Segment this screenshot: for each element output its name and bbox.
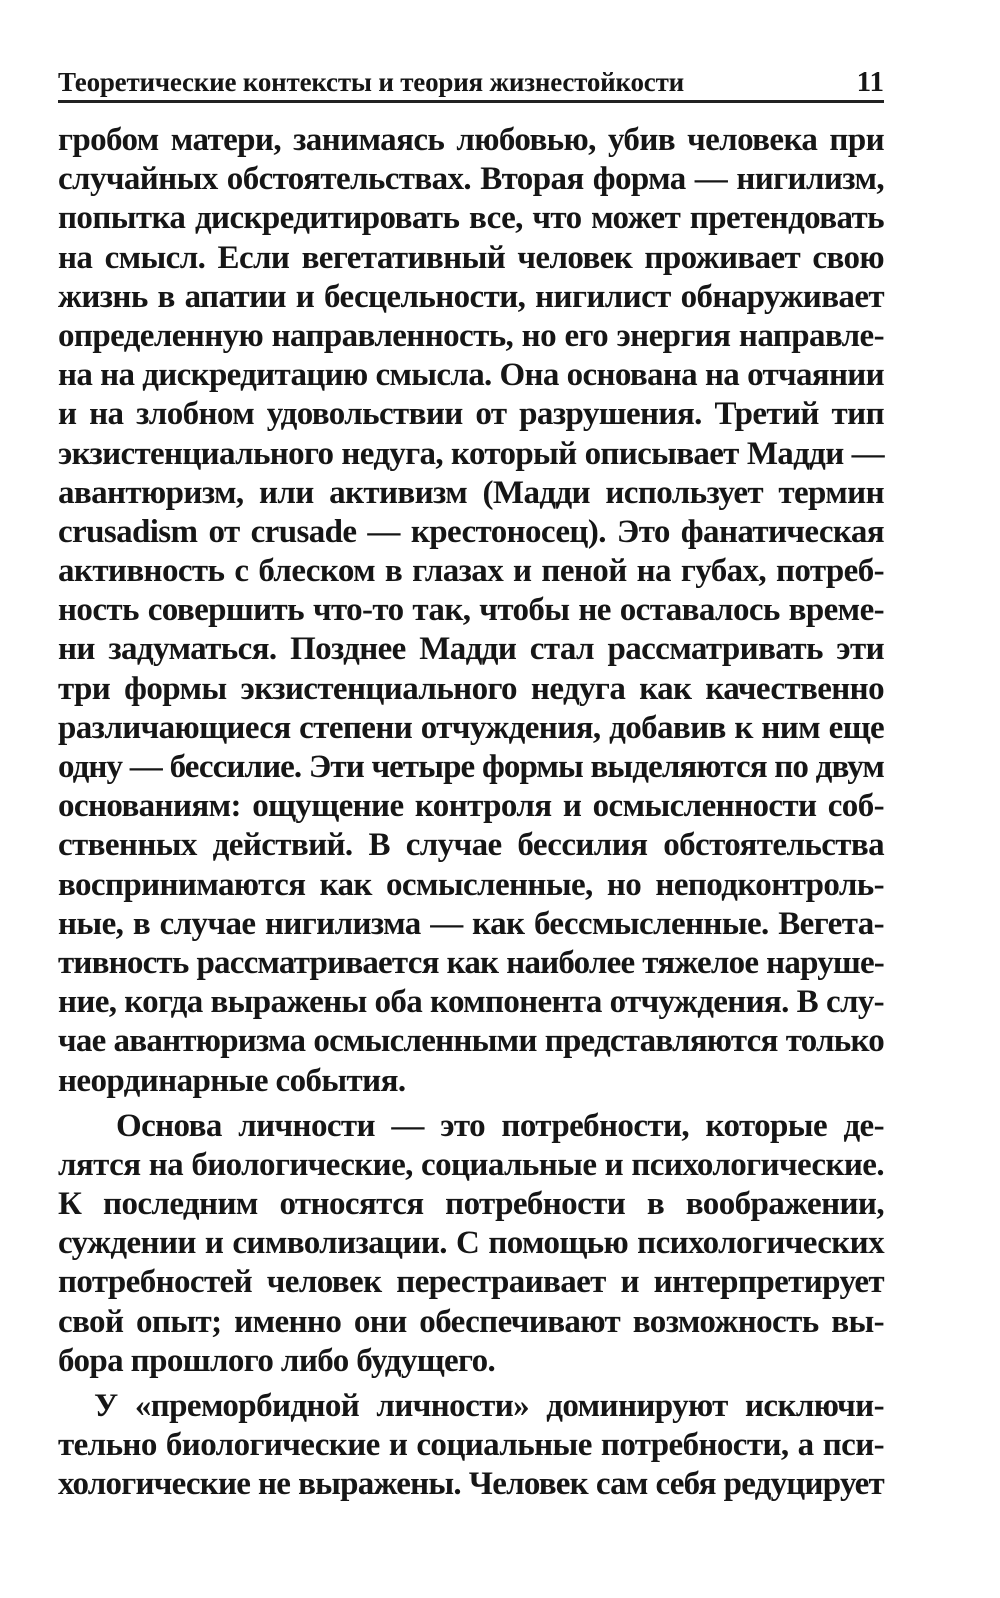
text-line: три формы экзистенциального недуга как качественно (58, 670, 884, 707)
paragraph-3 (58, 1387, 884, 1505)
text-line: ность совершить что-то так, чтобы не оставалось време- (58, 592, 884, 629)
text-line: потребностей человек перестраивает и интерпретирует (58, 1264, 884, 1301)
text-line: жизнь в апатии и бесцельности, нигилист обнаруживает (58, 278, 884, 315)
text-line: свой опыт; именно они обеспечивают возможность вы- (58, 1303, 884, 1340)
text-line: и на злобном удовольствии от разрушения. Третий тип (58, 396, 884, 433)
body-text (58, 121, 884, 1505)
text-line: crusadism от crusade — крестоносец). Это фанатическая (58, 513, 884, 550)
text-line: бора прошлого либо будущего. (58, 1342, 496, 1379)
text-line: попытка дискредитировать все, что может претендовать (58, 200, 884, 237)
running-title: Теоретические контексты и теория жизнестойкости (58, 67, 685, 97)
text-line: гробом матери, занимаясь любовью, убив человека при (58, 122, 884, 158)
text-line: чае авантюризма осмысленными представляются только (58, 1023, 884, 1060)
text-line: ные, в случае нигилизма — как бессмысленные. Вегета- (58, 905, 884, 942)
text-line: тельно биологические и социальные потребности, а пси- (58, 1427, 884, 1464)
text-line: на на дискредитацию смысла. Она основана на отчаянии (58, 357, 884, 394)
text-line: У «преморбидной личности» доминируют исключи- (94, 1388, 884, 1424)
text-line: воспринимаются как осмысленные, но неподконтроль- (58, 866, 884, 903)
text-line: на смысл. Если вегетативный человек проживает свою (58, 239, 884, 276)
text-line: различающиеся степени отчуждения, добавив к ним еще (58, 709, 884, 746)
text-line: хологические не выражены. Человек сам себя редуцирует (58, 1466, 884, 1503)
text-line: суждении и символизации. С помощью психологических (58, 1225, 884, 1262)
text-line: неординарные события. (58, 1062, 406, 1099)
text-line: Основа личности — это потребности, которые де- (116, 1107, 884, 1144)
text-line: основаниям: ощущение контроля и осмысленности соб- (58, 788, 884, 825)
text-line: активность с блеском в глазах и пеной на губах, потреб- (58, 553, 884, 590)
text-line: ние, когда выражены оба компонента отчуждения. В слу- (58, 984, 884, 1021)
text-line: определенную направленность, но его энергия направле- (58, 317, 884, 354)
text-line: одну — бессилие. Эти четыре формы выделяются по двум (58, 749, 884, 785)
text-line: ни задуматься. Позднее Мадди стал рассматривать эти (58, 631, 884, 668)
text-line: ственных действий. В случае бессилия обстоятельства (58, 827, 884, 864)
text-line: случайных обстоятельствах. Вторая форма — нигилизм, (58, 161, 884, 198)
text-line: экзистенциального недуга, который описывает Мадди — (58, 435, 884, 472)
paragraph-2 (58, 1107, 884, 1381)
text-line: тивность рассматривается как наиболее тяжелое наруше- (58, 944, 884, 981)
running-header (58, 58, 884, 103)
text-line: авантюризм, или активизм (Мадди использует термин (58, 474, 884, 511)
paragraph-1 (58, 121, 884, 1101)
text-line: лятся на биологические, социальные и психологические. (58, 1146, 884, 1183)
text-line: К последним относятся потребности в воображении, (58, 1186, 884, 1223)
page-number: 11 (856, 66, 884, 98)
